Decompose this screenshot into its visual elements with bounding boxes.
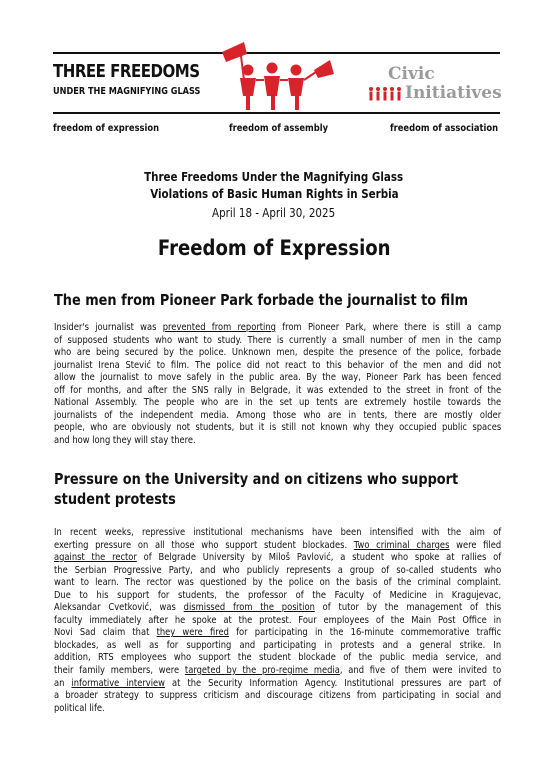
paragraph-text: of supposed students who want to study. There is currently a small number of men in the camp bbox=[54, 334, 502, 346]
paragraph-text: exerting pressure on all those who support student blockades. bbox=[54, 539, 354, 551]
paragraph-line bbox=[54, 372, 501, 385]
paragraph-text: faculty immediately after he spoke at the protest. Four employees of the Main Post Office in bbox=[54, 614, 502, 626]
paragraph-text: , and five of them were invited to bbox=[339, 665, 502, 677]
header-bottom-rule bbox=[53, 112, 500, 114]
paragraph-text: off for months, and after the SNS rally in Belgrade, it was extended to the street in front of the bbox=[54, 384, 502, 396]
paragraph-text: their family members, were bbox=[54, 665, 185, 677]
paragraph-text: who are being secured by the police. Unknown men, despite the presence of the police, forbade bbox=[54, 347, 502, 359]
paragraph-text: blockades, as well as for supporting and participating in protests and a general strike. In bbox=[54, 639, 502, 651]
nav-freedom-of-expression[interactable]: freedom of expression bbox=[53, 123, 160, 134]
paragraph-line bbox=[54, 678, 501, 691]
paragraph-text: for participating in the 16-minute commemorative traffic bbox=[228, 627, 502, 639]
paragraph-line bbox=[54, 615, 501, 628]
article-link[interactable]: prevented from reporting bbox=[162, 322, 276, 333]
paragraph-text: of Belgrade University by Miloš Pavlović, a student who spoke at rallies of bbox=[136, 552, 502, 564]
paragraph-text: want to learn. The rector was questioned by the police on the basis of the criminal complaint. bbox=[54, 577, 502, 589]
paragraph-text: the Serbian Progressive Party, and who publicly represents a group of so-called students who bbox=[54, 564, 502, 576]
paragraph-text: an bbox=[54, 677, 72, 689]
paragraph-text: In recent weeks, repressive institutional mechanisms have been intensified with the aim of bbox=[54, 527, 502, 538]
paragraph-text: Aleksandar Cvetković, was bbox=[54, 602, 184, 614]
paragraph-line bbox=[54, 540, 501, 553]
report-title-line-1: Three Freedoms Under the Magnifying Glass bbox=[144, 170, 404, 184]
brand-title: THREE FREEDOMS bbox=[53, 62, 200, 82]
paragraph-line bbox=[54, 397, 501, 410]
paragraph-line bbox=[54, 665, 501, 678]
paragraph-line bbox=[54, 703, 501, 716]
paragraph-line bbox=[54, 435, 501, 448]
report-title-line-2: Violations of Basic Human Rights in Serbia bbox=[149, 187, 399, 201]
paragraph-line bbox=[54, 347, 501, 360]
paragraph-text: from Pioneer Park, where there is still a camp bbox=[275, 322, 502, 333]
nav-freedom-of-assembly[interactable]: freedom of assembly bbox=[229, 123, 329, 134]
paragraph-text: Insider's journalist was bbox=[54, 322, 163, 333]
paragraph-line bbox=[54, 422, 501, 435]
paragraph-text: journalist Irena Stević to film. The police did not react to this behavior of the men and did not bbox=[54, 359, 502, 371]
paragraph-line bbox=[54, 690, 501, 703]
article-link[interactable]: Two criminal charges bbox=[353, 539, 450, 551]
paragraph-line bbox=[54, 552, 501, 565]
paragraph-text: National Assembly. The people who are in the set up tents are extremely hostile towards the bbox=[54, 397, 502, 409]
report-dates: April 18 - April 30, 2025 bbox=[212, 206, 336, 220]
people-icon bbox=[368, 86, 404, 102]
paragraph-line bbox=[54, 527, 501, 540]
paragraph-line bbox=[54, 590, 501, 603]
paragraph-text: a broader strategy to suppress criticism and discourage citizens from participating in social and bbox=[54, 690, 502, 702]
article-link[interactable]: informative interview bbox=[71, 677, 165, 689]
paragraph-text: Due to his support for students, the professor of the Faculty of Medicine in Kragujevac, bbox=[54, 589, 502, 601]
paragraph-line bbox=[54, 640, 501, 653]
paragraph-line bbox=[54, 627, 501, 640]
paragraph-line bbox=[54, 360, 501, 373]
article-link[interactable]: they were fired bbox=[156, 627, 229, 639]
article-heading-university-pressure: Pressure on the University and on citizens who support student protests bbox=[54, 470, 459, 508]
paragraph-text: political life. bbox=[54, 702, 105, 714]
paragraph-line bbox=[54, 565, 501, 578]
article-link[interactable]: against the rector bbox=[54, 552, 137, 564]
article-link[interactable]: targeted by the pro-regime media bbox=[184, 665, 340, 677]
paragraph-line bbox=[54, 385, 501, 398]
three-freedoms-logo bbox=[220, 40, 340, 112]
paragraph-line bbox=[54, 652, 501, 665]
article-link[interactable]: dismissed from the position bbox=[183, 602, 315, 614]
paragraph-text: allow the journalist to move safely in the public area. By the way, Pioneer Park has been fenced bbox=[54, 372, 502, 384]
paragraph-text: of tutor by the management of this bbox=[314, 602, 502, 614]
article-body-pioneer-park bbox=[54, 322, 501, 447]
civic-initiatives-logo: Civic Initiatives bbox=[368, 66, 503, 106]
paragraph-text: at the Security Information Agency. Institutional pressures are part of bbox=[164, 677, 502, 689]
paragraph-text: journalists of the independent media. Among those who are in tents, there are mostly older bbox=[54, 409, 502, 421]
brand-subtitle: UNDER THE MAGNIFYING GLASS bbox=[53, 86, 201, 97]
article-body-university-pressure bbox=[54, 527, 501, 715]
paragraph-text: people, who are obviously not students, but it is still not known why they occupied public spaces bbox=[54, 422, 502, 434]
paragraph-line bbox=[54, 322, 501, 335]
article-heading-pioneer-park: The men from Pioneer Park forbade the journalist to film bbox=[54, 291, 469, 309]
nav-freedom-of-association[interactable]: freedom of association bbox=[390, 123, 499, 134]
paragraph-line bbox=[54, 410, 501, 423]
paragraph-line bbox=[54, 602, 501, 615]
paragraph-text: addition, RTS employees who support the student blockade of the public media service, and bbox=[54, 652, 502, 664]
paragraph-text: Novi Sad claim that bbox=[54, 627, 157, 639]
paragraph-text: and how long they will stay there. bbox=[54, 434, 196, 446]
section-heading-freedom-of-expression: Freedom of Expression bbox=[157, 236, 391, 260]
paragraph-line bbox=[54, 335, 501, 348]
paragraph-text: were filed bbox=[449, 539, 502, 551]
paragraph-line bbox=[54, 577, 501, 590]
